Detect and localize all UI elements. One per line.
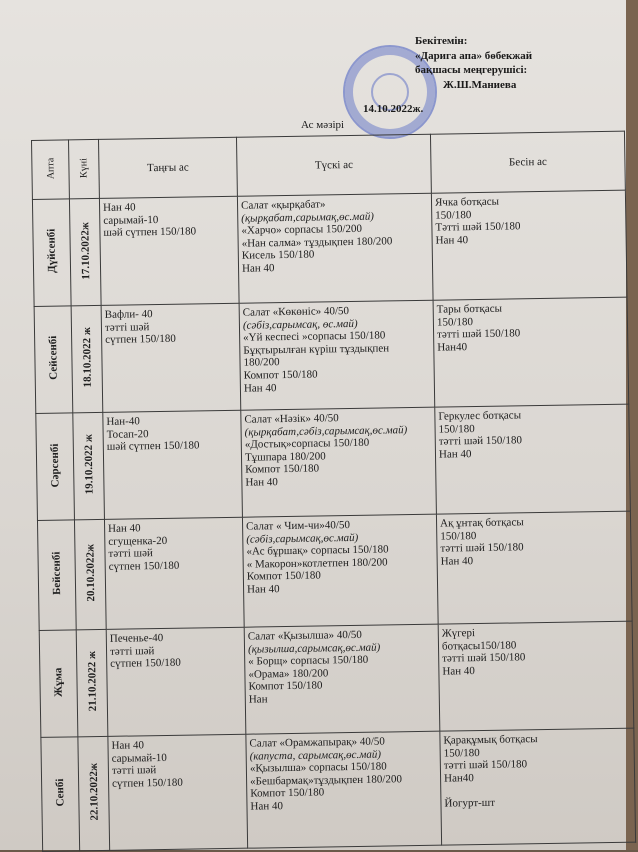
snack-line: Нан 40 (442, 664, 475, 678)
breakfast-line: сүтпен 150/180 (108, 559, 180, 573)
lunch-cell (239, 300, 435, 410)
lunch-line: Компот 150/180 (243, 368, 318, 382)
weekday-cell: Сейсенбі (34, 306, 73, 414)
approval-line: «Дарига апа» бөбекжай (415, 49, 533, 62)
snack-line: Жүгері (441, 627, 476, 640)
breakfast-line: Печенье-40 (109, 631, 164, 645)
lunch-cell (237, 193, 433, 303)
lunch-line: Бұқтырылған күріш тұздықпен (243, 342, 390, 357)
lunch-line: (қырқабат,сарымақ,өс.май) (241, 210, 375, 225)
lunch-line: «Ас бұршақ» сорпасы 150/180 (246, 543, 389, 558)
breakfast-line: тәтті шәй (108, 547, 153, 561)
weekday-cell: Дүйсенбі (32, 199, 71, 307)
snack-line: Геркулес ботқасы (438, 409, 522, 423)
header-week: Апта (32, 140, 70, 200)
table-row (34, 297, 629, 413)
breakfast-cell (108, 734, 248, 850)
breakfast-cell (99, 196, 239, 305)
breakfast-cell (106, 627, 246, 736)
snack-line: ботқасы150/180 (441, 639, 517, 653)
breakfast-line: Вафли- 40 (104, 308, 153, 321)
lunch-line: Салат «Көкөніс» 40/50 (242, 305, 350, 319)
table-row (32, 190, 627, 306)
lunch-line: Нан 40 (241, 262, 275, 275)
snack-cell (438, 621, 634, 731)
snack-line: Ақ ұнтақ ботқасы (439, 516, 524, 530)
snack-line: тәтті шәй 150/180 (442, 651, 526, 665)
snack-line: Тәтті шәй 150/180 (435, 220, 521, 234)
snack-cell (433, 297, 629, 407)
snack-line: 150/180 (440, 529, 477, 543)
lunch-line: Салат «Нәзік» 40/50 (244, 412, 339, 426)
lunch-line: (сәбіз,сарымсақ, өс.май) (242, 317, 358, 332)
page-title: Ас мәзірі (301, 119, 345, 131)
snack-line: Нан 40 (438, 447, 472, 461)
lunch-line: Нан 40 (246, 583, 280, 596)
snack-line: тәтті шәй 150/180 (437, 327, 521, 341)
lunch-line: Нан 40 (243, 381, 277, 395)
lunch-line: Нан 40 (245, 476, 278, 489)
date-cell: 18.10.2022 ж (71, 305, 103, 412)
breakfast-line: Тосап-20 (106, 427, 149, 441)
snack-line: Нан 40 (440, 554, 474, 568)
lunch-line: Нан 40 (250, 800, 284, 813)
breakfast-line: тәтті шәй (109, 644, 155, 658)
lunch-cell (244, 624, 440, 734)
lunch-line: « Макорон»котлетпен 180/200 (246, 556, 388, 571)
lunch-line: «Орама» 180/200 (248, 667, 329, 681)
lunch-line: «Бешбармақ»тұздықпен 180/200 (250, 773, 403, 788)
snack-line: Нан40 (443, 771, 474, 785)
lunch-line: Салат «қырқабат» (240, 198, 326, 212)
table-row (36, 404, 631, 520)
lunch-line: (қызылша,сарымсақ,өс.май) (247, 641, 381, 656)
table-row (39, 621, 634, 737)
snack-line: Йогурт-шт (444, 796, 496, 810)
snack-line: тәтті шәй 150/180 (438, 434, 523, 448)
table-row (41, 728, 636, 851)
header-lunch: Түскі ас (236, 134, 431, 196)
lunch-line: « Борщ» сорпасы 150/180 (248, 653, 369, 668)
date-cell: 21.10.2022 ж (76, 629, 108, 736)
snack-line: 150/180 (436, 315, 474, 329)
approval-line: Бекітемін: (415, 35, 468, 47)
weekday-cell: Сенбі (41, 737, 80, 852)
lunch-cell (242, 514, 438, 627)
snack-line: 150/180 (435, 208, 472, 222)
lunch-line: Салат «Орамжапырақ» 40/50 (249, 735, 385, 750)
snack-cell (435, 404, 631, 514)
header-day: Күні (69, 139, 100, 198)
lunch-line: (сәбіз,сарымсақ,өс.май) (246, 531, 359, 546)
header-snack: Бесін ас (430, 131, 625, 193)
menu-table (31, 131, 636, 852)
breakfast-cell (104, 517, 244, 629)
lunch-line: Компот 150/180 (248, 679, 323, 694)
breakfast-line: Нан 40 (108, 522, 141, 535)
snack-cell (440, 728, 636, 845)
approval-date: 14.10.2022ж. (363, 103, 424, 115)
snack-line: 150/180 (443, 746, 480, 760)
snack-line: Нан40 (437, 340, 468, 354)
date-cell: 17.10.2022ж (69, 198, 101, 305)
approval-line: Ж.Ш.Маниева (443, 78, 517, 91)
table-header-row (32, 131, 626, 199)
breakfast-line: тәтті шәй (111, 764, 157, 777)
lunch-line: Компот 150/180 (246, 569, 321, 584)
weekday-cell: Жұма (39, 630, 78, 738)
lunch-line: «Үй кеспесі »сорпасы 150/180 (243, 329, 386, 344)
approval-block (415, 34, 620, 92)
breakfast-line: сгущенка-20 (108, 534, 168, 548)
snack-cell (436, 511, 632, 624)
breakfast-line: шәй сүтпен 150/180 (103, 225, 197, 240)
lunch-cell (246, 731, 442, 848)
breakfast-line: сарымай-10 (111, 751, 167, 765)
breakfast-line: Нан-40 (106, 415, 140, 428)
breakfast-line: тәтті шәй (104, 320, 150, 334)
lunch-line: Компот 150/180 (245, 462, 320, 477)
lunch-line: «Қызылша» сорпасы 150/180 (249, 760, 387, 775)
lunch-cell (241, 407, 437, 517)
snack-line: Нан 40 (435, 233, 469, 247)
lunch-line: «Достық»сорпасы 150/180 (244, 436, 370, 451)
lunch-line: Салат «Қызылша» 40/50 (247, 628, 362, 643)
breakfast-line: сүтпен 150/180 (110, 656, 181, 671)
weekday-cell: Сәрсенбі (36, 413, 75, 521)
breakfast-cell (103, 410, 243, 519)
table-row (37, 511, 632, 630)
snack-line: тәтті шәй 150/180 (443, 758, 528, 772)
lunch-line: Салат « Чим-чи»40/50 (246, 519, 351, 533)
snack-line: 150/180 (438, 422, 475, 436)
header-breakfast: Таңғы ас (98, 137, 237, 198)
breakfast-line: сүтпен 150/180 (105, 332, 176, 347)
breakfast-line: Нан 40 (111, 739, 145, 752)
lunch-line: (капуста, сарымсақ,өс.май) (249, 748, 382, 763)
snack-line: Қарақұмық ботқасы (443, 733, 538, 747)
lunch-line: Нан (248, 693, 268, 706)
lunch-line: (қырқабат,сәбіз,сарымсақ,өс.май) (244, 423, 408, 439)
lunch-line: 180/200 (243, 356, 280, 370)
date-cell: 19.10.2022 ж (73, 412, 105, 519)
lunch-line: Тұшпара 180/200 (244, 450, 326, 464)
breakfast-cell (101, 303, 241, 412)
lunch-line: «Нан салма» тұздықпен 180/200 (241, 235, 393, 250)
date-cell: 22.10.2022ж (78, 736, 110, 850)
lunch-line: Компот 150/180 (250, 786, 325, 801)
breakfast-line: шәй сүтпен 150/180 (106, 439, 200, 454)
snack-cell (431, 190, 627, 300)
approval-line: бақшасы меңгерушісі: (415, 64, 528, 76)
breakfast-line: Нан 40 (102, 201, 136, 214)
breakfast-line: сарымай-10 (103, 213, 159, 227)
breakfast-line: сүтпен 150/180 (112, 776, 183, 790)
snack-line: тәтті шәй 150/180 (440, 541, 524, 555)
lunch-line: «Харчо» сорпасы 150/200 (241, 222, 363, 237)
lunch-line: Кисель 150/180 (241, 248, 315, 263)
weekday-cell: Бейсенбі (37, 520, 76, 631)
date-cell: 20.10.2022ж (74, 519, 106, 629)
snack-line: Ячка ботқасы (434, 195, 500, 209)
snack-line: Тары ботқасы (436, 302, 503, 316)
